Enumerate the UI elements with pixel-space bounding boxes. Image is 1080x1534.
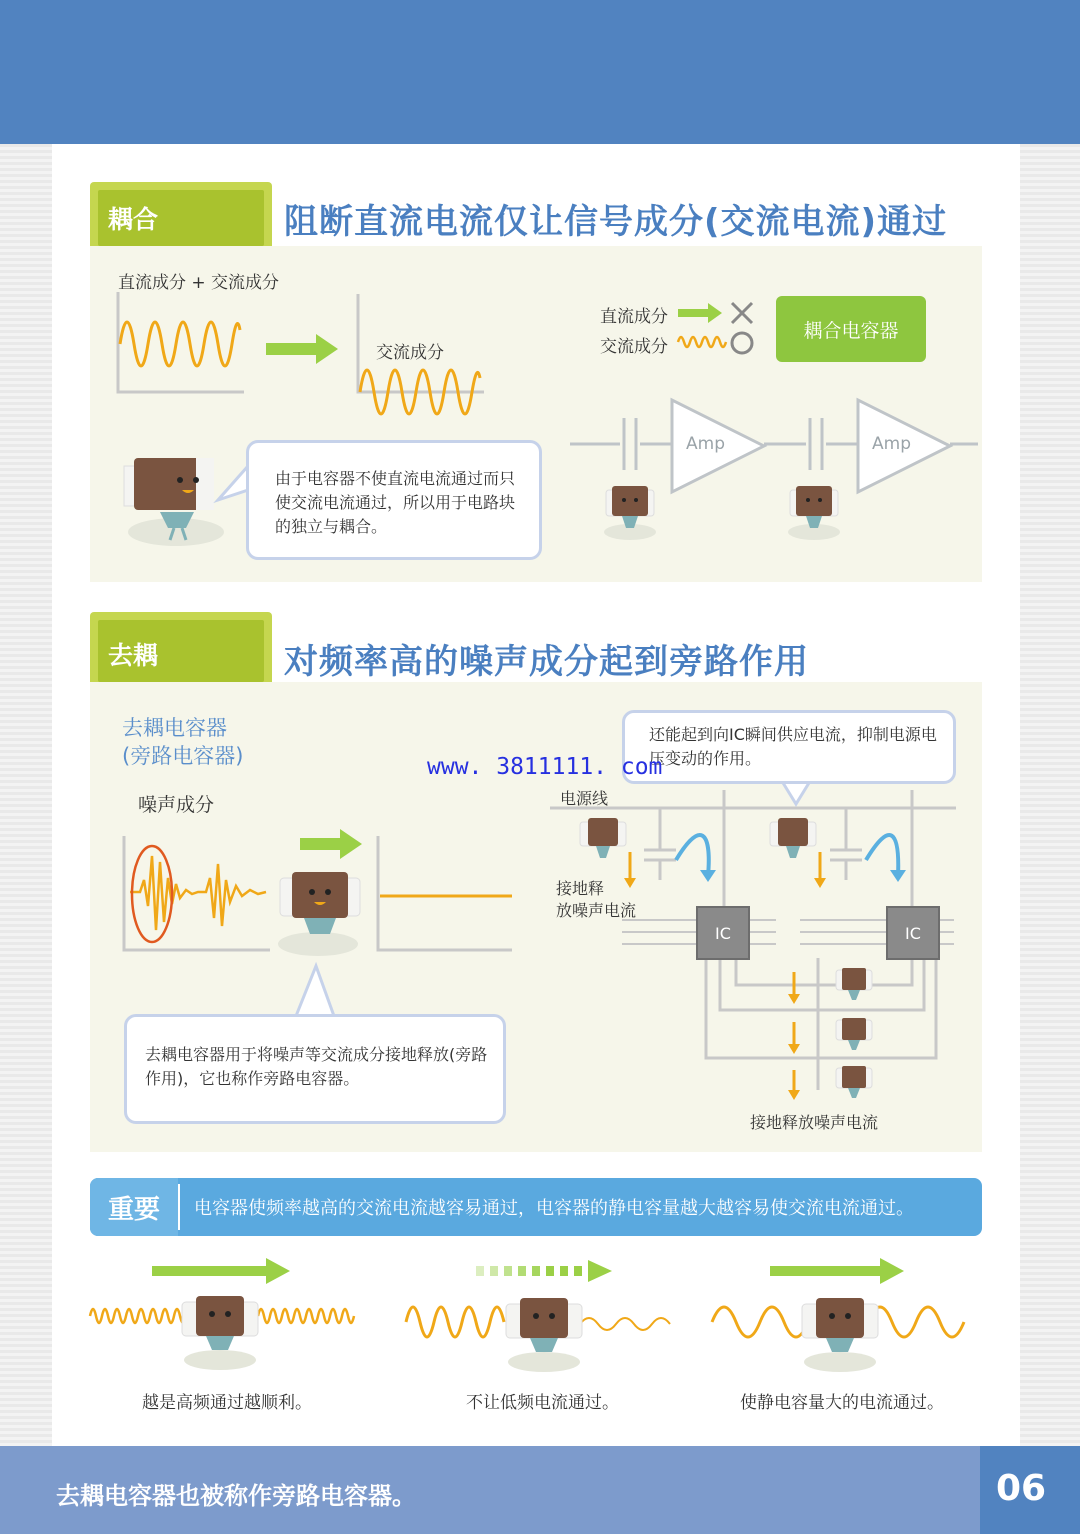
- decoupling-subtitle-2: (旁路电容器): [122, 744, 244, 768]
- mascot-example-2: [506, 1298, 582, 1372]
- decoupling-tag-label: 去耦: [108, 641, 159, 670]
- page-number: 06: [996, 1468, 1047, 1509]
- ic-supply-bubble-text: 还能起到向IC瞬间供应电流，抑制电源电压变动的作用。: [649, 725, 937, 768]
- coupling-tag-label: 耦合: [108, 205, 159, 234]
- ic-chip-1: IC: [696, 906, 750, 960]
- decoupling-bubble-text: 去耦电容器用于将噪声等交流成分接地释放(旁路作用)，它也称作旁路电容器。: [145, 1045, 488, 1088]
- coupling-capacitor-badge: 耦合电容器: [776, 296, 926, 362]
- footer-caption: 去耦电容器也被称作旁路电容器。: [56, 1482, 416, 1510]
- ac-output-label: 交流成分: [376, 343, 444, 363]
- dc-ac-input-label: 直流成分 + 交流成分: [118, 273, 280, 293]
- example-caption-3: 使静电容量大的电流通过。: [740, 1393, 944, 1413]
- mascot-example-1: [182, 1296, 258, 1370]
- amp1-label: Amp: [686, 434, 725, 454]
- noise-label: 噪声成分: [138, 794, 215, 816]
- important-text: 电容器使频率越高的交流电流越容易通过，电容器的静电容量越大越容易使交流电流通过。: [194, 1198, 914, 1219]
- decoupling-title: 对频率高的噪声成分起到旁路作用: [284, 642, 809, 682]
- footer-band: [0, 1446, 1080, 1534]
- coupling-title: 阻断直流电流仅让信号成分(交流电流)通过: [284, 202, 948, 242]
- ic-chip-2: IC: [886, 906, 940, 960]
- coupling-bubble-text: 由于电容器不使直流电流通过而只使交流电流通过，所以用于电路块的独立与耦合。: [275, 469, 516, 536]
- example-caption-2: 不让低频电流通过。: [466, 1393, 619, 1413]
- ac-legend-label: 交流成分: [600, 337, 668, 357]
- ground-release-label: 接地释放噪声电流: [750, 1113, 879, 1132]
- release-noise-label-1: 接地释: [556, 879, 605, 898]
- dc-legend-label: 直流成分: [600, 307, 668, 327]
- example-caption-1: 越是高频通过越顺利。: [142, 1393, 312, 1413]
- amp2-label: Amp: [872, 434, 911, 454]
- important-label: 重要: [90, 1178, 178, 1236]
- power-line-label: 电源线: [560, 789, 609, 808]
- decoupling-subtitle-1: 去耦电容器: [122, 716, 227, 740]
- release-noise-label-2: 放噪声电流: [556, 901, 637, 920]
- mascot-example-3: [802, 1298, 878, 1372]
- watermark: www. 3811111. com: [427, 754, 663, 780]
